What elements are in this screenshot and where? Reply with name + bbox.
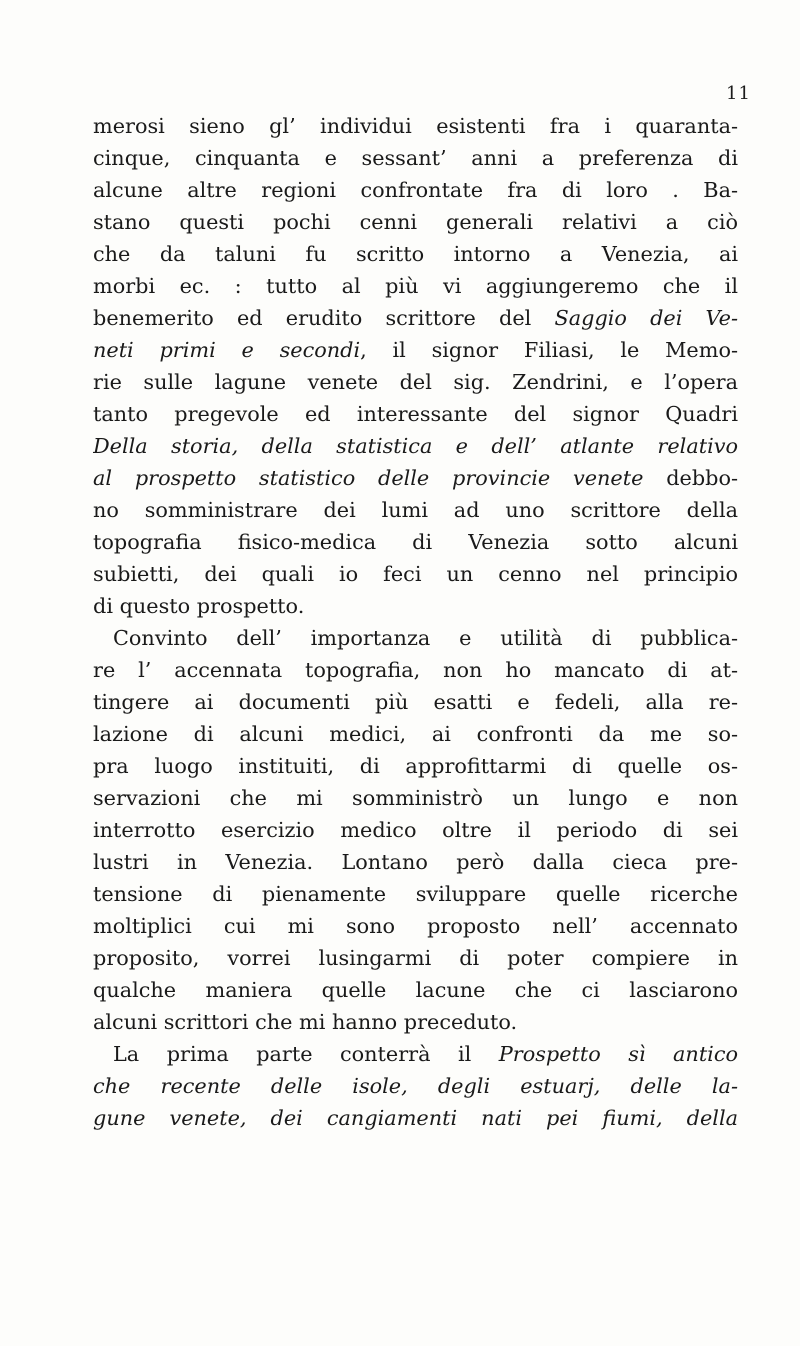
paragraph-start-line: Convinto dell’ importanza e utilità di pubblica- [113,626,738,650]
italic-title: Prospetto sì antico [498,1042,738,1066]
text-line: tanto pregevole ed interessante del signor Quadri [93,402,738,426]
text-line: tingere ai documenti più esatti e fedeli, alla re- [93,690,738,714]
line-text: benemerito ed erudito scrittore del [93,306,555,330]
text-line: servazioni che mi somministrò un lungo e non [93,786,738,810]
paragraph-end-line: alcuni scrittori che mi hanno preceduto. [93,1010,518,1034]
text-line-italic: gune venete, dei cangiamenti nati pei fiumi, della [93,1106,738,1130]
body-text [93,110,738,1134]
text-line: moltiplici cui mi sono proposto nell’ accennato [93,914,738,938]
line-text: , il signor Filiasi, le Memo- [360,338,738,362]
text-line: lazione di alcuni medici, ai confronti da me so- [93,722,738,746]
text-line: pra luogo instituiti, di approfittarmi di quelle os- [93,754,738,778]
text-line: re l’ accennata topografia, non ho mancato di at- [93,658,738,682]
text-line: no somministrare dei lumi ad uno scrittore della [93,498,738,522]
text-line: lustri in Venezia. Lontano però dalla cieca pre- [93,850,738,874]
paragraph-end-line: di questo prospetto. [93,594,305,618]
text-line: interrotto esercizio medico oltre il periodo di sei [93,818,738,842]
text-line: cinque, cinquanta e sessant’ anni a preferenza di [93,146,738,170]
text-line-italic: che recente delle isole, degli estuarj, delle la- [93,1074,738,1098]
paragraph-start-line [93,1038,738,1070]
line-text: debbo- [643,466,738,490]
text-line-italic: Della storia, della statistica e dell’ atlante relativo [93,434,738,458]
text-line: alcune altre regioni confrontate fra di loro . Ba- [93,178,738,202]
line-text: La prima parte conterrà il [113,1042,499,1066]
text-line [93,462,738,494]
text-line: subietti, dei quali io feci un cenno nel principio [93,562,738,586]
italic-title: al prospetto statistico delle provincie venete [93,466,644,490]
text-line: rie sulle lagune venete del sig. Zendrini, e l’opera [93,370,738,394]
text-line [93,334,738,366]
text-line: morbi ec. : tutto al più vi aggiungeremo che il [93,274,738,298]
text-line: che da taluni fu scritto intorno a Venezia, ai [93,242,738,266]
text-line: proposito, vorrei lusingarmi di poter compiere in [93,946,738,970]
text-line: topografia fisico-medica di Venezia sotto alcuni [93,530,738,554]
italic-title: neti primi e secondi [93,338,361,362]
text-line [93,302,738,334]
page-number: 11 [726,83,751,104]
italic-title: Saggio dei Ve- [554,306,738,330]
text-line: stano questi pochi cenni generali relativi a ciò [93,210,738,234]
text-line: qualche maniera quelle lacune che ci lasciarono [93,978,738,1002]
text-line: merosi sieno gl’ individui esistenti fra i quaranta- [93,114,738,138]
text-line: tensione di pienamente sviluppare quelle ricerche [93,882,738,906]
